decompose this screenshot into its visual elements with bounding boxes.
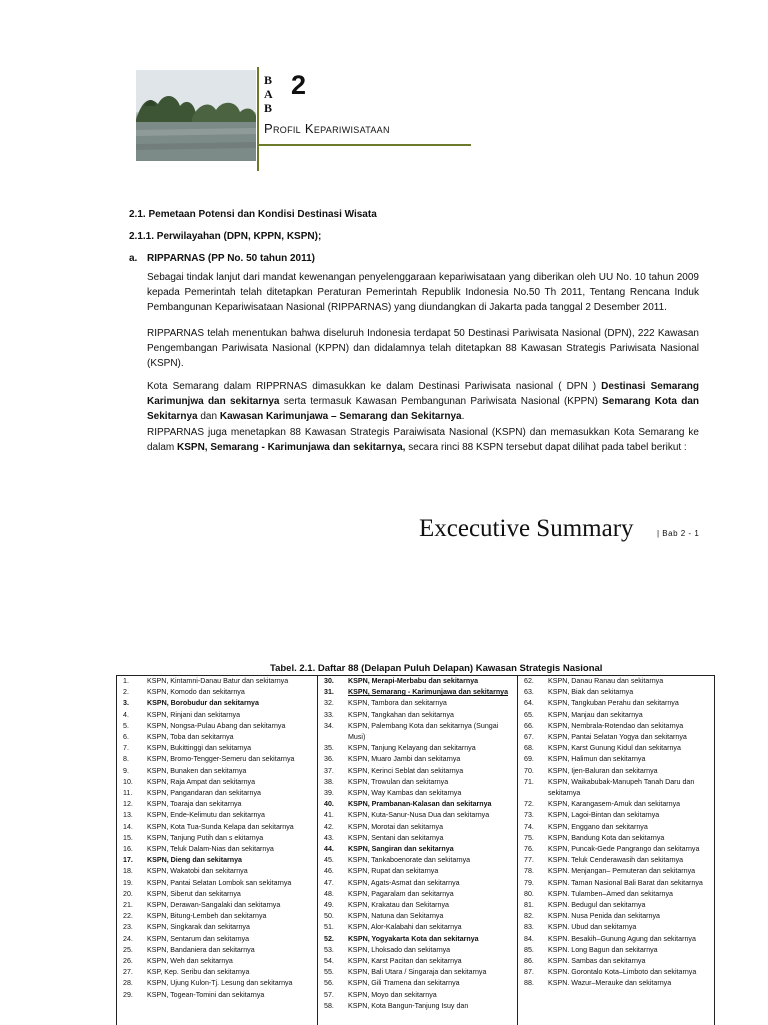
p3-text-e: dan (197, 411, 220, 422)
table-row-text: KSPN. Gorontalo Kota–Limboto dan sekitarnya (548, 968, 697, 977)
table-row (123, 889, 317, 900)
table-row-text: KSPN, Nembrala-Rotendao dan sekitarnya (548, 721, 684, 730)
table-row-number: 32. (324, 699, 334, 708)
table-row-number: 55. (324, 968, 334, 977)
table-row (324, 676, 517, 687)
table-row-text: KSPN, Agats-Asmat dan sekitarnya (348, 878, 460, 887)
table-row (524, 799, 714, 810)
table-row-number: 11. (123, 789, 133, 798)
table-row-text: KSPN, Togean-Tomini dan sekitarnya (147, 990, 265, 999)
subsection-heading-ripparnas: RIPPARNAS (PP No. 50 tahun 2011) (147, 253, 316, 264)
table-row-text: KSPN, Tangkahan dan sekitarnya (348, 710, 454, 719)
paragraph-semarang-kspn (147, 425, 699, 455)
table-row-text: KSPN, Semarang - Karimunjawa dan sekitarnya (348, 688, 509, 697)
table-row (524, 900, 714, 911)
table-row (123, 990, 317, 1001)
table-row-text: KSPN, Rupat dan sekitarnya (348, 867, 439, 876)
table-row (524, 934, 714, 945)
table-row-number: 37. (324, 766, 334, 775)
table-row (123, 822, 317, 833)
table-row-number: 25. (123, 945, 133, 954)
table-row-text: KSPN, Tambora dan sekitarnya (348, 699, 447, 708)
table-row (524, 754, 714, 765)
table-row (524, 978, 714, 989)
table-row (324, 866, 517, 877)
table-row (324, 945, 517, 956)
table-row-number: 29. (123, 990, 133, 999)
table-row (123, 777, 317, 788)
table-row-text: KSPN, Morotai dan sekitarnya (348, 822, 444, 831)
table-row (123, 911, 317, 922)
table-row (324, 844, 517, 855)
table-row-text: KSPN, Toba dan sekitarnya (147, 733, 234, 742)
table-row-number: 81. (524, 901, 534, 910)
table-row (524, 743, 714, 754)
table-row-text: KSPN, Trowulan dan sekitarnya (348, 777, 449, 786)
p3-text-c: serta termasuk Kawasan Pembangunan Pariwisata Nasional (KPPN) (279, 396, 603, 407)
chapter-horizontal-rule (259, 144, 471, 146)
table-column-2 (317, 676, 517, 1025)
table-row (324, 889, 517, 900)
table-row (123, 698, 317, 709)
paragraph-mandate: Sebagai tindak lanjut dari mandat kewenangan penyelenggaraan kepariwisataan yang diberikan oleh UU No. 10 tahun 2009 kepada Pemerintah telah ditetapkan Peraturan Pemerintah Republik Indonesia No.50 Th 2011, Tentang Rencana Induk Pembangunan Kepariwisataan Nasional (RIPPARNAS) yang diundangkan di Jakarta pada tanggal 2 Desember 2011. (147, 272, 699, 313)
table-row (524, 777, 714, 799)
table-row-number: 45. (324, 856, 334, 865)
table-row (324, 855, 517, 866)
table-row-number: 15. (123, 833, 133, 842)
table-row-text: KSPN, Pantai Selatan Yogya dan sekitarnya (548, 733, 687, 742)
table-row-text: KSPN, Krakatau dan Sekitarnya (348, 901, 449, 910)
table-row-text: KSPN, Manjau dan sekitarnya (548, 710, 643, 719)
table-row-number: 73. (524, 811, 534, 820)
p3-kppn: Semarang Kota dan Sekitarnya (147, 396, 699, 422)
table-row-number: 31. (324, 688, 334, 697)
table-row-text: KSPN. Teluk Cenderawasih dan sekitarnya (548, 856, 684, 865)
table-column-3 (517, 676, 714, 1025)
table-row (123, 721, 317, 732)
table-row-text: KSPN, Waikabubak-Manupeh Tanah Daru dan sekitarnya (548, 777, 695, 798)
p3-text-a: Kota Semarang dalam RIPPRNAS dimasukkan ke dalam Destinasi Pariwisata nasional ( DPN ) (147, 381, 602, 392)
table-row-number: 56. (324, 979, 334, 988)
table-row-text: KSPN, Nongsa-Pulau Abang dan sekitarnya (147, 721, 286, 730)
table-row-number: 39. (324, 789, 334, 798)
table-row-number: 79. (524, 878, 534, 887)
table-row-text: KSPN, Muaro Jambi dan sekitarnya (348, 755, 461, 764)
table-row-text: KSPN, Kuta-Sanur-Nusa Dua dan sekitarnya (348, 811, 490, 820)
table-row-number: 17. (123, 856, 133, 865)
table-row-number: 63. (524, 688, 534, 697)
table-row (324, 822, 517, 833)
table-row (324, 911, 517, 922)
table-row-text: KSPN, Halimun dan sekitarnya (548, 755, 646, 764)
table-row (324, 687, 517, 698)
table-row-number: 1. (123, 677, 129, 685)
table-row (324, 777, 517, 788)
table-row (324, 978, 517, 989)
table-row-number: 42. (324, 822, 334, 831)
table-row (123, 710, 317, 721)
table-row-number: 66. (524, 721, 534, 730)
table-row-number: 58. (324, 1001, 334, 1010)
table-row (123, 967, 317, 978)
table-row-text: KSPN, Tangkuban Perahu dan sekitarnya (548, 699, 679, 708)
table-row-text: KSPN, Raja Ampat dan sekitarnya (147, 777, 256, 786)
table-row-number: 52. (324, 934, 334, 943)
chapter-photo (136, 70, 256, 161)
table-row-number: 43. (324, 833, 334, 842)
table-row (324, 799, 517, 810)
table-row-number: 22. (123, 912, 133, 921)
table-row-number: 18. (123, 867, 133, 876)
table-row-text: KSPN, Dieng dan sekitarnya (147, 856, 243, 865)
table-row-text: KSPN, Tanjung Putih dan s ekitarnya (147, 833, 264, 842)
subsection-marker: a. (129, 253, 138, 264)
table-row-text: KSPN, Alor-Kalabahi dan sekitarnya (348, 923, 462, 932)
table-row-number: 34. (324, 721, 334, 730)
table-row (324, 721, 517, 743)
table-row-text: KSPN, Biak dan sekitarnya (548, 688, 634, 697)
table-row (524, 866, 714, 877)
table-row (324, 766, 517, 777)
table-row (123, 810, 317, 821)
table-row-number: 35. (324, 744, 334, 753)
table-row-text: KSPN, Merapi-Merbabu dan sekitarnya (348, 677, 479, 685)
table-row (123, 878, 317, 889)
table-row (123, 743, 317, 754)
table-row-number: 26. (123, 957, 133, 966)
table-row-number: 49. (324, 901, 334, 910)
table-row-number: 86. (524, 957, 534, 966)
table-row-number: 75. (524, 833, 534, 842)
table-row (324, 698, 517, 709)
table-row-text: KSPN, Siberut dan sekitarnya (147, 889, 241, 898)
table-row-number: 47. (324, 878, 334, 887)
table-row (524, 833, 714, 844)
table-row (524, 911, 714, 922)
table-caption: Tabel. 2.1. Daftar 88 (Delapan Puluh Delapan) Kawasan Strategis Nasional (270, 663, 603, 674)
table-row-text: KSPN, Tankaboenorate dan sekitarnya (348, 856, 471, 865)
p4-kspn: KSPN, Semarang - Karimunjawa dan sekitarnya, (177, 442, 406, 453)
table-row-number: 67. (524, 733, 534, 742)
table-row (324, 990, 517, 1001)
section-heading-2-1-1: 2.1.1. Perwilayahan (DPN, KPPN, KSPN); (129, 231, 322, 242)
table-row (524, 945, 714, 956)
table-row-number: 21. (123, 901, 133, 910)
table-row-text: KSPN, Kota Bangun-Tanjung Isuy dan (348, 1001, 469, 1010)
table-row-number: 5. (123, 721, 129, 730)
table-row (123, 833, 317, 844)
chapter-title (264, 121, 390, 136)
table-row-text: KSPN, Ijen-Baluran dan sekitarnya (548, 766, 658, 775)
table-row-number: 3. (123, 699, 129, 708)
table-row (324, 788, 517, 799)
table-row-text: KSPN, Yogyakarta Kota dan sekitarnya (348, 934, 479, 943)
table-row (324, 1001, 517, 1012)
table-row-text: KSPN, Moyo dan sekitarnya (348, 990, 437, 999)
table-row (324, 743, 517, 754)
table-row (324, 900, 517, 911)
table-row-number: 72. (524, 800, 534, 809)
table-row (524, 967, 714, 978)
table-row-number: 28. (123, 979, 133, 988)
table-row-text: KSPN, Lhoksado dan sekitarnya (348, 945, 451, 954)
table-row (324, 922, 517, 933)
table-row-number: 87. (524, 968, 534, 977)
table-row-number: 9. (123, 766, 129, 775)
table-row-number: 57. (324, 990, 334, 999)
table-row (123, 799, 317, 810)
table-row-number: 51. (324, 923, 334, 932)
table-row-number: 69. (524, 755, 534, 764)
table-row (324, 967, 517, 978)
table-row-number: 65. (524, 710, 534, 719)
table-row (123, 934, 317, 945)
table-row-text: KSPN, Kota Tua-Sunda Kelapa dan sekitarnya (147, 822, 294, 831)
table-row-number: 50. (324, 912, 334, 921)
table-row-number: 10. (123, 777, 133, 786)
table-row-text: KSPN, Bandung Kota dan sekitarnya (548, 833, 665, 842)
table-row-text: KSPN, Palembang Kota dan sekitarnya (Sungai Musi) (348, 721, 499, 742)
table-row-text: KSPN, Kerinci Seblat dan sekitarnya (348, 766, 464, 775)
table-row-number: 83. (524, 923, 534, 932)
table-row-text: KSPN, Borobudur dan sekitarnya (147, 699, 259, 708)
table-row-number: 46. (324, 867, 334, 876)
table-row-number: 70. (524, 766, 534, 775)
table-row (123, 956, 317, 967)
p3-destinasi: Destinasi Semarang Karimunjwa dan sekitarnya (147, 381, 699, 407)
chapter-vertical-rule (257, 67, 259, 171)
table-row (524, 766, 714, 777)
table-row (524, 956, 714, 967)
table-row (123, 788, 317, 799)
table-row-number: 24. (123, 934, 133, 943)
table-row-text: KSPN, Bali Utara / Singaraja dan sekitarnya (348, 968, 487, 977)
table-row-text: KSPN, Sentarum dan sekitarnya (147, 934, 250, 943)
p4-text-a: RIPPARNAS juga menetapkan 88 Kawasan Strategis Paraiwisata Nasional (KSPN) dan memasukkan Kota Semarang ke dalam (147, 427, 699, 453)
table-row-number: 54. (324, 957, 334, 966)
table-row (524, 676, 714, 687)
chapter-label: BAB (264, 73, 273, 115)
table-row (123, 687, 317, 698)
table-row-text: KSPN. Sambas dan sekitarnya (548, 957, 646, 966)
table-row-number: 40. (324, 800, 334, 809)
table-row-text: KSPN, Way Kambas dan sekitarnya (348, 789, 462, 798)
table-row-text: KSPN, Prambanan-Kalasan dan sekitarnya (348, 800, 492, 809)
table-row (123, 978, 317, 989)
table-row-text: KSPN, Puncak-Gede Pangrango dan sekitarnya (548, 845, 700, 854)
paragraph-ripparnas: RIPPARNAS telah menentukan bahwa diseluruh Indonesia terdapat 50 Destinasi Pariwisata Nasional (DPN), 222 Kawasan Pengembangan Pariwisata Nasional (KPPN) dan didalamnya telah ditetapkan 88 Kawasan Strategis Pariwisata Nasional (KSPN). (147, 328, 699, 369)
table-row (524, 732, 714, 743)
table-row (524, 810, 714, 821)
table-row-text: KSPN, Wakatobi dan sekitarnya (147, 867, 248, 876)
table-row-text: KSPN, Kintamni-Danau Batur dan sekitarnya (147, 677, 289, 685)
table-row (123, 754, 317, 765)
table-row-text: KSPN, Danau Ranau dan sekitarnya (548, 677, 664, 685)
table-row-number: 30. (324, 677, 334, 685)
p3-kawasan: Kawasan Karimunjawa – Semarang dan Sekitarnya (219, 411, 462, 422)
p3-text-g: . (461, 411, 465, 422)
table-row-number: 8. (123, 755, 129, 764)
table-row (524, 721, 714, 732)
table-row-text: KSPN, Karangasem-Amuk dan sekitarnya (548, 800, 681, 809)
table-row-text: KSPN, Bukittinggi dan sekitarnya (147, 744, 252, 753)
table-row (123, 844, 317, 855)
table-row-text: KSP, Kep. Seribu dan sekitarnya (147, 968, 250, 977)
table-row-text: KSPN, Sentani dan sekitarnya (348, 833, 444, 842)
table-row-number: 85. (524, 945, 534, 954)
table-row-number: 84. (524, 934, 534, 943)
table-row-text: KSPN, Lagoi-Bintan dan sekitarnya (548, 811, 660, 820)
paragraph-semarang-dpn (147, 379, 699, 424)
table-row-number: 16. (123, 845, 133, 854)
table-row-number: 2. (123, 688, 129, 697)
table-row-number: 13. (123, 811, 133, 820)
table-row-number: 68. (524, 744, 534, 753)
table-row-text: KSPN, Bitung-Lembeh dan sekitarnya (147, 912, 267, 921)
table-row-number: 6. (123, 733, 129, 742)
table-row-number: 12. (123, 800, 133, 809)
table-row (123, 922, 317, 933)
table-row-number: 7. (123, 744, 129, 753)
table-row-text: KSPN, Derawan-Sangalaki dan sekitarnya (147, 901, 281, 910)
table-row (324, 710, 517, 721)
table-row-text: KSPN, Ujung Kulon-Tj. Lesung dan sekitarnya (147, 979, 293, 988)
table-row-number: 44. (324, 845, 334, 854)
table-row-text: KSPN, Teluk Dalam-Nias dan sekitarnya (147, 845, 274, 854)
table-row-text: KSPN. Nusa Penida dan sekitarnya (548, 912, 660, 921)
table-row-text: KSPN, Karst Pacitan dan sekitarnya (348, 957, 462, 966)
table-row (524, 698, 714, 709)
table-row-number: 20. (123, 889, 133, 898)
table-row-number: 71. (524, 777, 534, 786)
table-row-number: 62. (524, 677, 534, 685)
table-row-number: 33. (324, 710, 334, 719)
kspn-table (116, 675, 715, 1025)
table-row (123, 676, 317, 687)
table-row-text: KSPN, Gili Tramena dan sekitarnya (348, 979, 460, 988)
table-row-text: KSPN, Rinjani dan sekitarnya (147, 710, 241, 719)
table-row (524, 855, 714, 866)
chapter-title-text: Profil Kepariwisataan (264, 121, 390, 136)
table-row-number: 4. (123, 710, 129, 719)
table-row-text: KSPN, Weh dan sekitarnya (147, 957, 233, 966)
table-row-number: 36. (324, 755, 334, 764)
table-row-number: 82. (524, 912, 534, 921)
table-row (324, 934, 517, 945)
table-row-number: 14. (123, 822, 133, 831)
table-row (324, 833, 517, 844)
table-row (324, 810, 517, 821)
table-row-number: 41. (324, 811, 334, 820)
table-row-number: 80. (524, 889, 534, 898)
table-row-text: KSPN, Singkarak dan sekitarnya (147, 923, 250, 932)
table-row-number: 19. (123, 878, 133, 887)
table-row (524, 844, 714, 855)
table-row-number: 27. (123, 968, 133, 977)
table-row-number: 88. (524, 979, 534, 988)
table-row (524, 687, 714, 698)
table-row-text: KSPN, Tanjung Kelayang dan sekitarnya (348, 744, 476, 753)
table-row-number: 53. (324, 945, 334, 954)
table-row-number: 77. (524, 856, 534, 865)
table-row-number: 76. (524, 845, 534, 854)
table-row-text: KSPN, Pangandaran dan sekitarnya (147, 789, 261, 798)
table-row (324, 878, 517, 889)
table-row (324, 956, 517, 967)
table-row-text: KSPN, Bromo-Tengger-Semeru dan sekitarnya (147, 755, 295, 764)
table-row-text: KSPN, Karst Gunung Kidul dan sekitarnya (548, 744, 681, 753)
table-row-text: KSPN. Bedugul dan sekitarnya (548, 901, 646, 910)
p4-text-c: secara rinci 88 KSPN tersebut dapat dilihat pada tabel berikut : (405, 442, 687, 453)
table-row-text: KSPN. Ubud dan sekitarnya (548, 923, 637, 932)
table-column-1 (117, 676, 317, 1025)
table-row-text: KSPN. Besakih–Gunung Agung dan sekitarnya (548, 934, 696, 943)
table-row (524, 922, 714, 933)
table-row-text: KSPN, Sangiran dan sekitarnya (348, 845, 454, 854)
table-row-number: 48. (324, 889, 334, 898)
table-row (123, 855, 317, 866)
table-row (123, 866, 317, 877)
table-row (123, 945, 317, 956)
table-row (123, 732, 317, 743)
footer-title: Excecutive Summary (419, 515, 634, 542)
table-row-text: KSPN, Pagaralam dan sekitarnya (348, 889, 454, 898)
table-row-text: KSPN, Ende-Kelimutu dan sekitarnya (147, 811, 265, 820)
table-row-text: KSPN. Tulamben–Amed dan sekitarnya (548, 889, 673, 898)
table-row (524, 889, 714, 900)
table-row (123, 766, 317, 777)
table-row (123, 900, 317, 911)
table-row (524, 822, 714, 833)
table-row (324, 754, 517, 765)
table-row-text: KSPN, Enggano dan sekitarnya (548, 822, 648, 831)
footer-page-number: | Bab 2 - 1 (657, 529, 700, 538)
table-row-text: KSPN, Komodo dan sekitarnya (147, 688, 245, 697)
table-row-number: 38. (324, 777, 334, 786)
table-row-number: 74. (524, 822, 534, 831)
table-row-number: 78. (524, 867, 534, 876)
table-row-text: KSPN. Wazur–Merauke dan sekitarnya (548, 979, 672, 988)
table-row-text: KSPN. Long Bagun dan sekitarnya (548, 945, 658, 954)
table-row-number: 64. (524, 699, 534, 708)
table-row-text: KSPN, Toaraja dan sekitarnya (147, 800, 242, 809)
section-heading-2-1: 2.1. Pemetaan Potensi dan Kondisi Destinasi Wisata (129, 209, 377, 220)
table-row-number: 23. (123, 923, 133, 932)
table-row-text: KSPN, Bandaniera dan sekitarnya (147, 945, 255, 954)
table-row-text: KSPN. Menjangan– Pemuteran dan sekitarnya (548, 867, 696, 876)
chapter-number: 2 (291, 70, 307, 100)
table-row (524, 878, 714, 889)
table-row-text: KSPN, Bunaken dan sekitarnya (147, 766, 247, 775)
table-row-text: KSPN, Natuna dan Sekitarnya (348, 912, 444, 921)
table-row (524, 710, 714, 721)
table-row-text: KSPN. Taman Nasional Bali Barat dan sekitarnya (548, 878, 703, 887)
table-row-text: KSPN, Pantai Selatan Lombok san sekitarnya (147, 878, 292, 887)
